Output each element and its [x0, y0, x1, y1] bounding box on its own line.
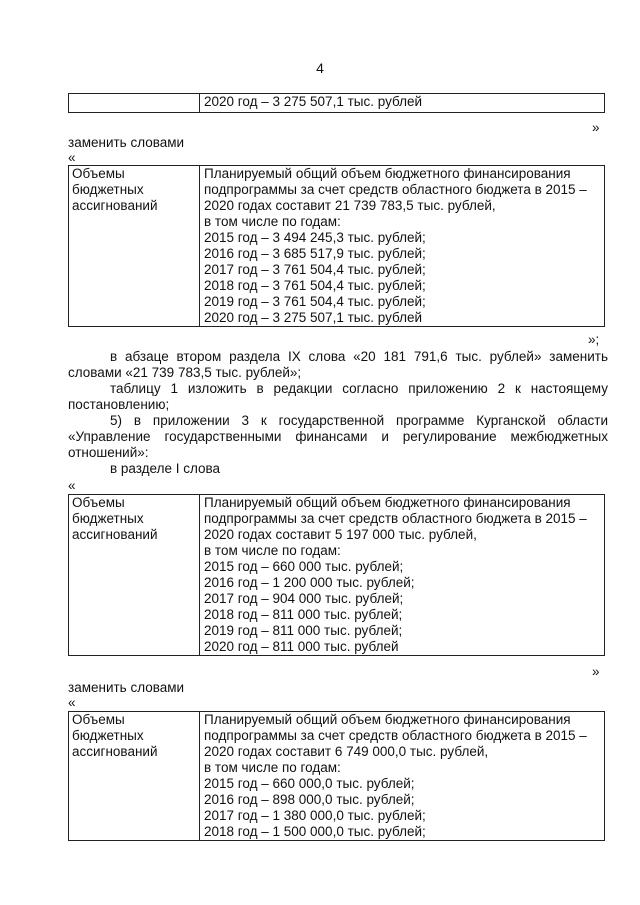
- table2-line: 2020 годах составит 5 197 000 тыс. рублей,: [204, 527, 477, 542]
- paragraph-line: постановлению;: [68, 397, 170, 412]
- page-number: 4: [316, 60, 324, 76]
- label-line: ассигнований: [72, 198, 158, 213]
- label-line: бюджетных: [72, 728, 144, 743]
- top-table-label-cell: [69, 94, 200, 113]
- table3-line: 2018 год – 1 500 000,0 тыс. рублей;: [204, 824, 426, 839]
- table2-line: Планируемый общий объем бюджетного финансирования: [204, 495, 571, 510]
- label-line: Объемы: [72, 712, 125, 727]
- label-line: ассигнований: [72, 527, 158, 542]
- replace-words-2: заменить словами: [68, 680, 185, 695]
- table2-value-cell: [200, 495, 605, 656]
- paragraph-line: 5) в приложении 3 к государственной программе Курганской области: [110, 413, 608, 428]
- budget-table-1: [68, 165, 605, 327]
- paragraph-section-i: в разделе I слова: [110, 461, 221, 476]
- label-line: Объемы: [72, 495, 125, 510]
- table3-line: подпрограммы за счет средств областного бюджета в 2015 –: [204, 728, 587, 743]
- table2-line: 2020 год – 811 000 тыс. рублей: [204, 639, 399, 654]
- table3-line: в том числе по годам:: [204, 760, 341, 775]
- table1-line: подпрограммы за счет средств областного бюджета в 2015 –: [204, 182, 587, 197]
- table2-line: 2016 год – 1 200 000 тыс. рублей;: [204, 575, 415, 590]
- paragraph-table1: [68, 381, 608, 413]
- table1-line: 2015 год – 3 494 245,3 тыс. рублей;: [204, 230, 426, 245]
- label-line: Объемы: [72, 166, 125, 181]
- table2-line: 2015 год – 660 000 тыс. рублей;: [204, 559, 404, 574]
- top-table-value-cell: [200, 94, 605, 113]
- open-quote-2: «: [68, 478, 76, 493]
- close-quote-3: »: [592, 664, 600, 679]
- table2-label-cell: [69, 495, 200, 656]
- paragraph-line: словами «21 739 783,5 тыс. рублей»;: [68, 365, 302, 380]
- close-quote-2: »;: [588, 332, 600, 347]
- paragraph-line: таблицу 1 изложить в редакции согласно приложению 2 к настоящему: [110, 381, 608, 396]
- table2-line: 2019 год – 811 000 тыс. рублей;: [204, 623, 403, 638]
- close-quote-1: »: [592, 120, 600, 135]
- table2-line: подпрограммы за счет средств областного бюджета в 2015 –: [204, 511, 587, 526]
- table1-line: в том числе по годам:: [204, 214, 341, 229]
- top-fragment-table: [68, 93, 605, 113]
- label-line: бюджетных: [72, 511, 144, 526]
- replace-words-1: заменить словами: [68, 135, 185, 150]
- open-quote-1: «: [68, 150, 76, 165]
- table3-line: 2017 год – 1 380 000,0 тыс. рублей;: [204, 808, 426, 823]
- table3-line: 2020 годах составит 6 749 000,0 тыс. рублей,: [204, 744, 489, 759]
- label-line: ассигнований: [72, 744, 158, 759]
- budget-table-2: [68, 494, 605, 656]
- table3-line: Планируемый общий объем бюджетного финансирования: [204, 712, 571, 727]
- paragraph-line: в абзаце втором раздела IX слова «20 181 791,6 тыс. рублей» заменить: [110, 349, 608, 364]
- table2-line: в том числе по годам:: [204, 543, 341, 558]
- table1-label-cell: [69, 166, 200, 327]
- top-table-line: 2020 год – 3 275 507,1 тыс. рублей: [204, 94, 423, 109]
- table1-line: 2016 год – 3 685 517,9 тыс. рублей;: [204, 246, 426, 261]
- table3-line: 2015 год – 660 000,0 тыс. рублей;: [204, 776, 415, 791]
- table1-line: 2020 год – 3 275 507,1 тыс. рублей: [204, 310, 423, 325]
- budget-table-3: [68, 711, 605, 841]
- paragraph-line: «Управление государственными финансами и регулирование межбюджетных: [68, 429, 608, 444]
- paragraph-appendix3: [68, 413, 608, 461]
- table1-value-cell: [200, 166, 605, 327]
- table3-label-cell: [69, 712, 200, 841]
- paragraph-line: отношений»:: [68, 445, 149, 460]
- table1-line: 2019 год – 3 761 504,4 тыс. рублей;: [204, 294, 426, 309]
- table2-line: 2017 год – 904 000 тыс. рублей;: [204, 591, 404, 606]
- table2-line: 2018 год – 811 000 тыс. рублей;: [204, 607, 403, 622]
- table1-line: 2017 год – 3 761 504,4 тыс. рублей;: [204, 262, 426, 277]
- table3-line: 2016 год – 898 000,0 тыс. рублей;: [204, 792, 415, 807]
- label-line: бюджетных: [72, 182, 144, 197]
- table3-value-cell: [200, 712, 605, 841]
- table1-line: Планируемый общий объем бюджетного финансирования: [204, 166, 571, 181]
- table1-line: 2020 годах составит 21 739 783,5 тыс. рублей,: [204, 198, 496, 213]
- paragraph-section-ix: [68, 349, 608, 381]
- open-quote-3: «: [68, 695, 76, 710]
- table1-line: 2018 год – 3 761 504,4 тыс. рублей;: [204, 278, 426, 293]
